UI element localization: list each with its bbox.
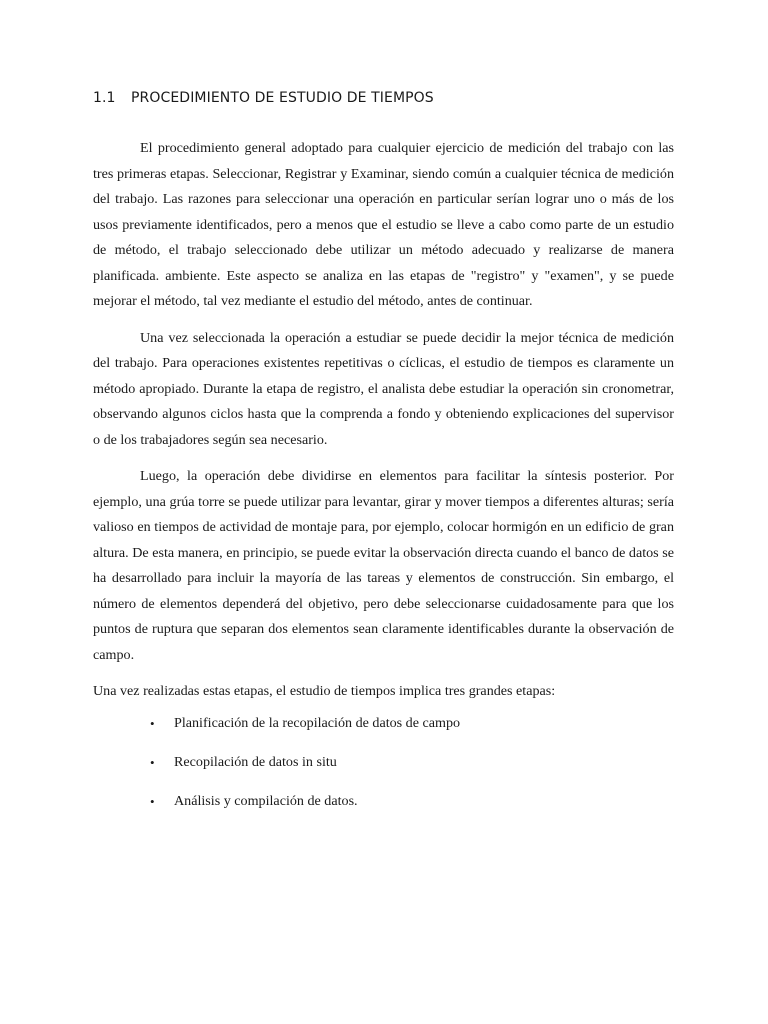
list-item <box>93 711 674 737</box>
paragraph-technique: Una vez seleccionada la operación a estudiar se puede decidir la mejor técnica de medición del trabajo. Para operaciones existentes repetitivas o cíclicas, el estudio de tiempos es claramente un método apropiado. Durante la etapa de registro, el analista debe estudiar la operación sin cronometrar, observando algunos ciclos hasta que la comprenda a fondo y obteniendo explicaciones del supervisor o de los trabajadores según sea necesario. <box>93 329 674 448</box>
section-number: 1.1 <box>93 90 116 106</box>
list-item-text: Planificación de la recopilación de datos de campo <box>174 714 461 731</box>
bullet-icon: • <box>150 754 155 770</box>
bullet-icon: • <box>150 793 155 809</box>
list-item-text: Análisis y compilación de datos. <box>174 792 358 809</box>
list-item <box>93 750 674 776</box>
list-item <box>93 789 674 815</box>
stages-list <box>93 711 674 815</box>
document-body <box>93 136 674 828</box>
list-item-text: Recopilación de datos in situ <box>174 753 337 770</box>
section-heading <box>93 90 434 106</box>
paragraph-elements: Luego, la operación debe dividirse en elementos para facilitar la síntesis posterior. Por ejemplo, una grúa torre se puede utilizar para levantar, girar y mover tiempos a diferentes alturas; sería valioso en tiempos de actividad de montaje para, por ejemplo, colocar hormigón en un edificio de gran altura. De esta manera, en principio, se puede evitar la observación directa cuando el banco de datos se ha desarrollado para incluir la mayoría de las tareas y elementos de construcción. Sin embargo, el número de elementos dependerá del objetivo, pero debe seleccionarse cuidadosamente para que los puntos de ruptura que separan dos elementos sean claramente identificables durante la observación de campo. <box>93 468 674 663</box>
paragraph-procedure: El procedimiento general adoptado para cualquier ejercicio de medición del trabajo con las tres primeras etapas. Seleccionar, Registrar y Examinar, siendo común a cualquier técnica de medición del trabajo. Las razones para seleccionar una operación en particular serían lograr uno o más de los usos previamente identificados, pero a menos que el estudio se lleve a cabo como parte de un estudio de método, el trabajo seleccionado debe utilizar un método adecuado y realizarse de manera planificada. ambiente. Este aspecto se analiza en las etapas de "registro" y "examen", y se puede mejorar el método, tal vez mediante el estudio del método, antes de continuar. <box>93 140 674 309</box>
bullet-icon: • <box>150 715 155 731</box>
section-title: PROCEDIMIENTO DE ESTUDIO DE TIEMPOS <box>131 90 434 106</box>
paragraph-stages-intro: Una vez realizadas estas etapas, el estudio de tiempos implica tres grandes etapas: <box>93 683 556 699</box>
